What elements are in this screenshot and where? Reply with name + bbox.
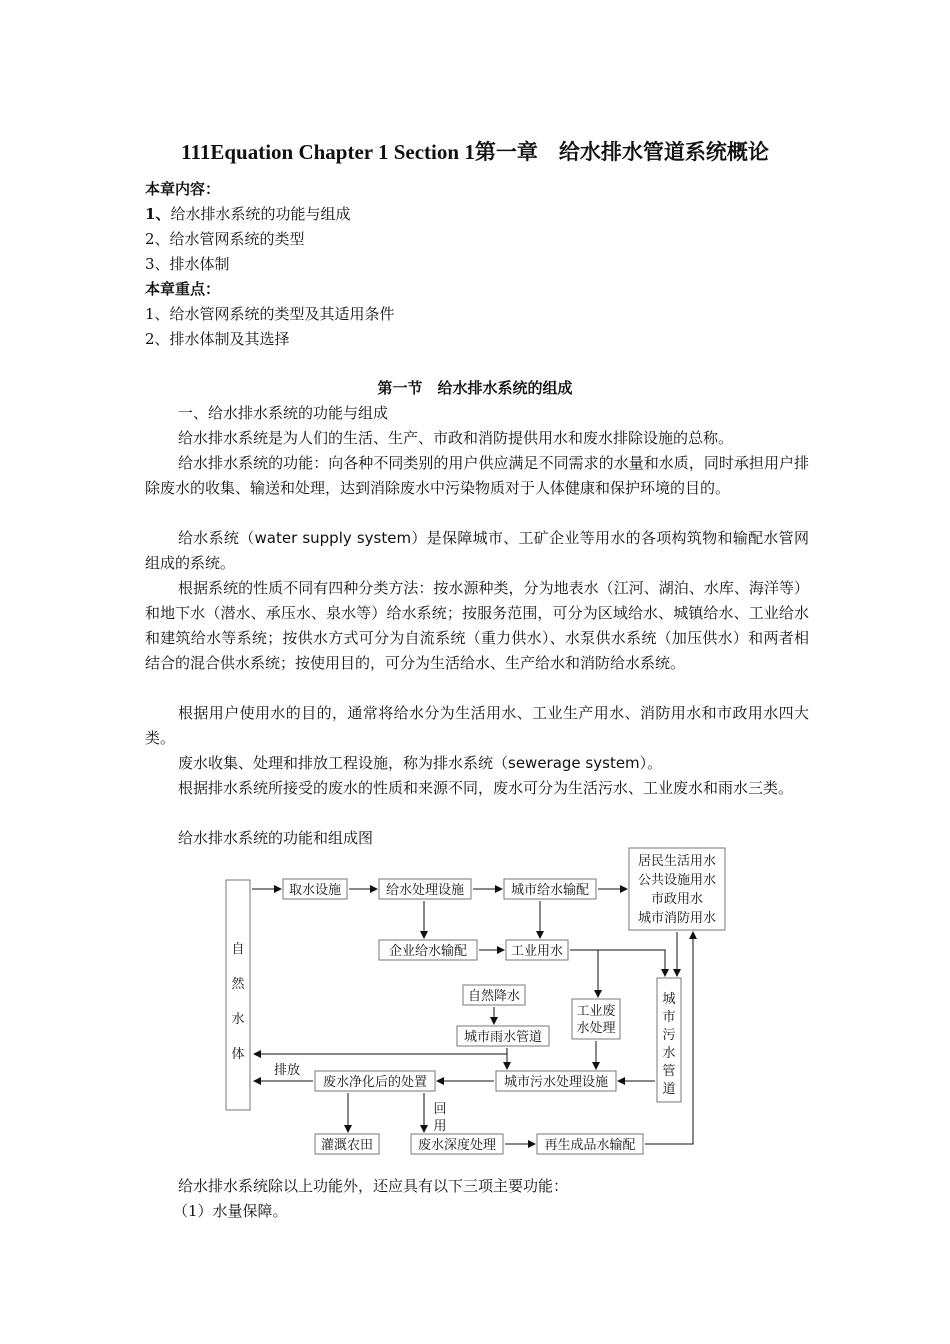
diagram-caption: 给水排水系统的功能和组成图 bbox=[178, 829, 374, 847]
contents-item-1-number: 1、 bbox=[145, 205, 171, 223]
reclaimed-distribution-label: 再生成品水输配 bbox=[544, 1138, 636, 1153]
enterprise-distribution-label: 企业给水输配 bbox=[388, 944, 468, 959]
paragraph-water-quantity: （1）水量保障。 bbox=[173, 1202, 288, 1220]
paragraph-main-functions: 给水排水系统除以上功能外，还应具有以下三项主要功能： bbox=[178, 1177, 569, 1195]
chapter-title: 111Equation Chapter 1 Section 1第一章 给水排水管道系统概论 bbox=[181, 140, 769, 164]
advanced-treatment-label: 废水深度处理 bbox=[417, 1138, 497, 1153]
reuse-char: 用 bbox=[433, 1119, 447, 1134]
user-label: 居民生活用水 bbox=[637, 854, 717, 869]
paragraph-wastewater-types: 根据排水系统所接受的废水的性质和来源不同，废水可分为生活污水、工业废水和雨水三类。 bbox=[178, 779, 794, 797]
contents-item-2: 2、给水管网系统的类型 bbox=[145, 230, 305, 248]
rainfall-label: 自然降水 bbox=[467, 989, 521, 1004]
intake-label: 取水设施 bbox=[288, 883, 342, 898]
treatment-label: 给水处理设施 bbox=[385, 883, 465, 898]
flow-arrow bbox=[570, 950, 665, 976]
contents-item-1-text: 给水排水系统的功能与组成 bbox=[170, 205, 351, 223]
paragraph-definition: 给水排水系统是为人们的生活、生产、市政和消防提供用水和废水排除设施的总称。 bbox=[178, 429, 734, 447]
key-points-heading: 本章重点： bbox=[145, 280, 221, 298]
paragraph-classification: 根据系统的性质不同有四种分类方法：按水源种类，分为地表水（江河、湖泊、水库、海洋等）和地下水（潜水、承压水、泉水等）给水系统；按服务范围，可分为区域给水、城镇给水、工业给水和建筑给水等系统；按供水方式可分为自流系统（重力供水）、水泵供水系统（加压供水）和两者相结合的混合供水系统；按使用目的，可分为生活给水、生产给水和消防给水系统。 bbox=[145, 579, 809, 672]
paragraph-water-use: 根据用户使用水的目的，通常将给水分为生活用水、工业生产用水、消防用水和市政用水四大类。 bbox=[145, 704, 809, 747]
sewage-plant-label: 城市污水处理设施 bbox=[503, 1075, 609, 1090]
p3-part-b: ）是保障城市、工矿企业等用水的各项构筑物和输配水管网组成的系统。 bbox=[145, 529, 809, 572]
p6-english-term: sewerage system bbox=[508, 754, 640, 772]
p6-part-b: ）。 bbox=[639, 754, 663, 772]
natural-water-char: 然 bbox=[231, 977, 245, 992]
p3-part-a: 给水系统（ bbox=[178, 529, 255, 547]
purified-disposal-label: 废水净化后的处置 bbox=[322, 1075, 428, 1090]
industrial-wastewater-label: 工业废 bbox=[576, 1004, 616, 1019]
subheading: 一、给水排水系统的功能与组成 bbox=[178, 404, 389, 422]
city-distribution-label: 城市给水输配 bbox=[510, 883, 590, 898]
industrial-use-label: 工业用水 bbox=[510, 944, 564, 959]
user-label: 城市消防用水 bbox=[637, 911, 717, 926]
p3-english-term: water supply system bbox=[254, 529, 412, 547]
city-sewer-char: 道 bbox=[662, 1082, 676, 1097]
flow-arrow bbox=[254, 1048, 507, 1054]
city-sewer-char: 水 bbox=[662, 1046, 676, 1061]
city-sewer-char: 城 bbox=[662, 992, 676, 1007]
storm-sewer-label: 城市雨水管道 bbox=[463, 1030, 543, 1045]
city-sewer-char: 污 bbox=[662, 1028, 676, 1043]
user-label: 市政用水 bbox=[650, 892, 704, 907]
key-point-1: 1、给水管网系统的类型及其适用条件 bbox=[145, 305, 395, 323]
contents-heading: 本章内容： bbox=[145, 180, 221, 198]
contents-item-3: 3、排水体制 bbox=[145, 255, 230, 273]
industrial-wastewater-label: 水处理 bbox=[576, 1021, 616, 1036]
natural-water-char: 水 bbox=[231, 1012, 245, 1027]
reuse-char: 回 bbox=[433, 1102, 447, 1117]
p6-part-a: 废水收集、处理和排放工程设施，称为排水系统（ bbox=[178, 754, 509, 772]
user-label: 公共设施用水 bbox=[637, 873, 717, 888]
discharge-label: 排放 bbox=[273, 1063, 301, 1078]
natural-water-char: 自 bbox=[231, 942, 245, 957]
irrigation-label: 灌溉农田 bbox=[320, 1138, 374, 1153]
city-sewer-char: 管 bbox=[662, 1064, 676, 1079]
section-title: 第一节 给水排水系统的组成 bbox=[377, 379, 573, 397]
paragraph-function: 给水排水系统的功能：向各种不同类别的用户供应满足不同需求的水量和水质，同时承担用户排除废水的收集、输送和处理，达到消除废水中污染物质对于人体健康和保护环境的目的。 bbox=[145, 454, 809, 497]
key-point-2: 2、排水体制及其选择 bbox=[145, 330, 290, 348]
natural-water-char: 体 bbox=[231, 1047, 245, 1062]
city-sewer-char: 市 bbox=[662, 1010, 676, 1025]
